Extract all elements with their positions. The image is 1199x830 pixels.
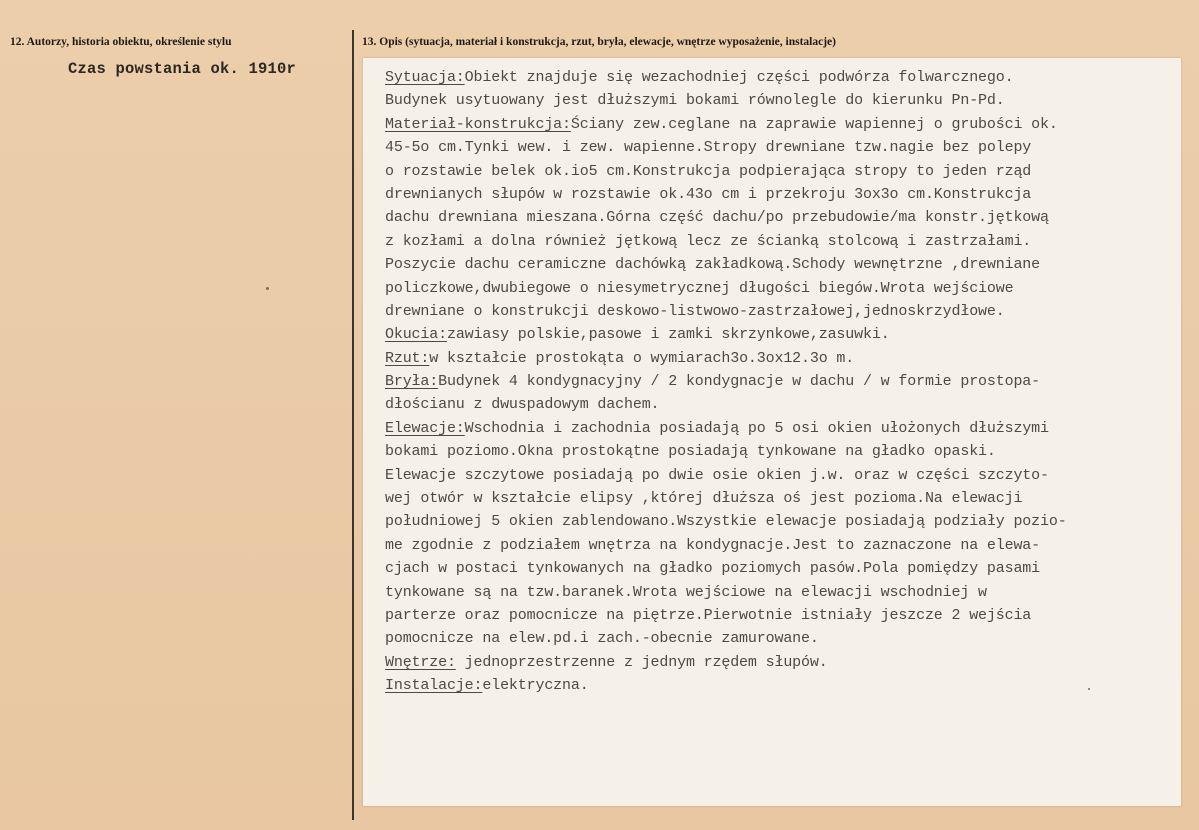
description-line-text: bokami poziomo.Okna prostokątne posiadają tynkowane na gładko opaski.: [385, 443, 996, 461]
description-line-text: Obiekt znajduje się wezachodniej części podwórza folwarcznego.: [464, 69, 1014, 86]
description-line: [385, 627, 1185, 650]
description-line: [385, 510, 1185, 533]
description-line-text: w kształcie prostokąta o wymiarach3o.3ox12.3o m.: [429, 349, 855, 367]
description-line: [385, 370, 1185, 393]
description-line: [385, 113, 1185, 136]
description-line-text: drewniane o konstrukcji deskowo-listwowo-zastrzałowej,jednoskrzydłowe.: [385, 302, 1005, 320]
description-line-text: południowej 5 okien zablendowano.Wszystkie elewacje posiadają podziały pozio-: [385, 513, 1067, 531]
description-line: [385, 160, 1185, 183]
description-line: [385, 464, 1185, 487]
description-line: [385, 136, 1185, 159]
description-line: [385, 674, 1185, 697]
description-line-text: Wschodnia i zachodnia posiadają po 5 osi okien ułożonych dłuższymi: [464, 419, 1049, 437]
description-line-text: policzkowe,dwubiegowe o niesymetrycznej długości biegów.Wrota wejściowe: [385, 279, 1014, 297]
description-line: [385, 253, 1185, 276]
description-section-label: Instalacje:: [385, 677, 483, 695]
description-section-label: Okucia:: [385, 326, 447, 344]
description-line: [385, 206, 1185, 229]
description-line-text: tynkowane są na tzw.baranek.Wrota wejściowe na elewacji wschodniej w: [385, 583, 987, 601]
description-line: [385, 89, 1185, 112]
description-line: [385, 393, 1185, 416]
description-line-text: jednoprzestrzenne z jednym rzędem słupów.: [455, 653, 828, 671]
description-line-text: drewnianych słupów w rozstawie ok.43o cm i przekroju 3ox3o cm.Konstrukcja: [385, 185, 1032, 203]
description-text-block: [385, 66, 1185, 698]
description-line: [385, 66, 1185, 89]
section-13-header: 13. Opis (sytuacja, materiał i konstrukcja, rzut, bryła, elewacje, wnętrze wyposażenie, instalacje): [362, 36, 836, 48]
description-section-label: Bryła:: [385, 373, 439, 391]
description-line-text: parterze oraz pomocnicze na piętrze.Pierwotnie istniały jeszcze 2 wejścia: [385, 606, 1032, 624]
description-line: [385, 347, 1185, 370]
description-line-text: me zgodnie z podziałem wnętrza na kondygnacje.Jest to zaznaczone na elewa-: [385, 536, 1041, 554]
description-line-text: Elewacje szczytowe posiadają po dwie osie okien j.w. oraz w części szczyto-: [385, 466, 1049, 484]
description-line-text: zawiasy polskie,pasowe i zamki skrzynkowe,zasuwki.: [446, 326, 890, 344]
section-12-header: 12. Autorzy, historia obiektu, określenie stylu: [10, 36, 232, 48]
description-line-text: wej otwór w kształcie elipsy ,której dłuższa oś jest pozioma.Na elewacji: [385, 490, 1023, 508]
description-section-label: Sytuacja:: [385, 69, 465, 86]
description-line: [385, 604, 1185, 627]
description-section-label: Elewacje:: [385, 419, 465, 437]
description-line-text: elektryczna.: [482, 677, 589, 695]
description-line: [385, 230, 1185, 253]
description-line-text: z kozłami a dolna również jętkową lecz ze ścianką stolcową i zastrzałami.: [385, 232, 1032, 250]
description-line: [385, 417, 1185, 440]
description-line: [385, 534, 1185, 557]
description-line: [385, 581, 1185, 604]
description-line-text: pomocnicze na elew.pd.i zach.-obecnie zamurowane.: [385, 630, 819, 648]
description-line: [385, 300, 1185, 323]
description-section-label: Rzut:: [385, 349, 430, 367]
description-line-text: o rozstawie belek ok.io5 cm.Konstrukcja podpierająca stropy to jeden rząd: [385, 162, 1032, 180]
description-line-text: dachu drewniana mieszana.Górna część dachu/po przebudowie/ma konstr.jętkową: [385, 209, 1049, 227]
description-line-text: Budynek 4 kondygnacyjny / 2 kondygnacje w dachu / w formie prostopa-: [438, 373, 1041, 391]
paper-speck: [1088, 688, 1090, 690]
description-line: [385, 651, 1185, 674]
description-line: [385, 277, 1185, 300]
description-line-text: Budynek usytuowany jest dłuższymi bokami równolegle do kierunku Pn-Pd.: [385, 92, 1005, 110]
description-line-text: dłościanu z dwuspadowym dachem.: [385, 396, 660, 414]
paper-speck: [266, 287, 269, 290]
description-line: [385, 323, 1185, 346]
description-line: [385, 183, 1185, 206]
column-divider: [352, 30, 354, 820]
description-line: [385, 440, 1185, 463]
description-section-label: Wnętrze:: [385, 653, 456, 671]
description-line-text: cjach w postaci tynkowanych na gładko poziomych pasów.Pola pomiędzy pasami: [385, 560, 1041, 578]
description-section-label: Materiał-konstrukcja:: [385, 115, 571, 133]
construction-date-text: Czas powstania ok. 1910r: [68, 60, 297, 78]
description-line-text: Ściany zew.ceglane na zaprawie wapiennej o grubości ok.: [570, 115, 1058, 133]
description-line: [385, 487, 1185, 510]
description-line-text: Poszycie dachu ceramiczne dachówką zakładkową.Schody wewnętrzne ,drewniane: [385, 256, 1041, 274]
description-line-text: 45-5o cm.Tynki wew. i zew. wapienne.Stropy drewniane tzw.nagie bez polepy: [385, 139, 1032, 157]
description-line: [385, 557, 1185, 580]
left-column: [0, 0, 352, 830]
